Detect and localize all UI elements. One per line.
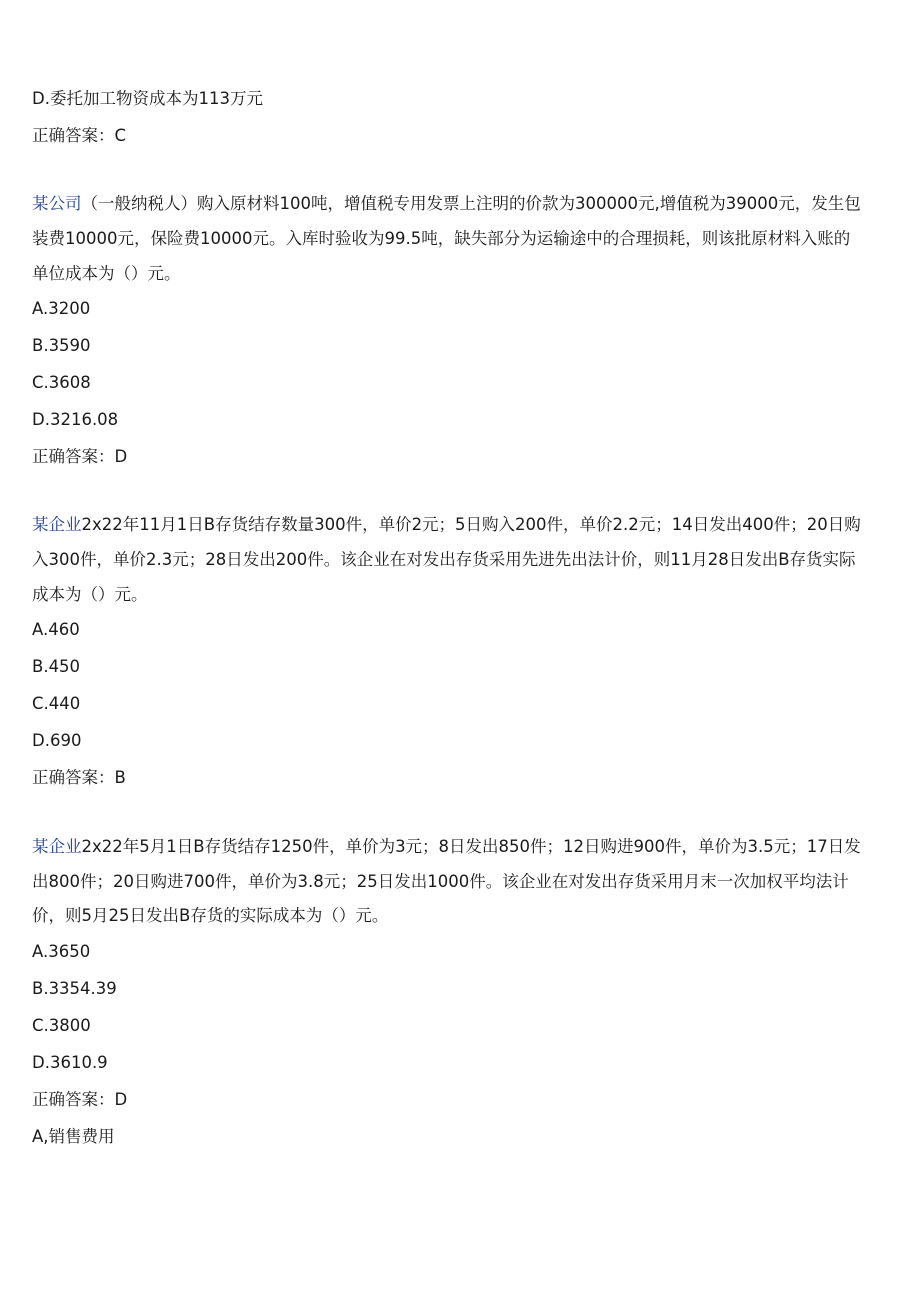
option-d: D.3216.08 <box>32 410 119 429</box>
answer-line: 正确答案：C <box>32 126 127 145</box>
option-d: D.690 <box>32 731 82 750</box>
option-a: A,销售费用 <box>32 1127 115 1146</box>
question-3-text: 2x22年5月1日B存货结存1250件，单价为3元；8日发出850件；12日购进900件，单价为3.5元；17日发 <box>81 837 861 856</box>
option-a: A.460 <box>32 620 80 639</box>
question-2-lead: 某企业 <box>32 515 82 534</box>
question-3-line-2: 出800件；20日购进700件，单价为3.8元；25日发出1000件。该企业在对发出存货采用月末一次加权平均法计 <box>32 872 849 891</box>
question-3-line-1 <box>32 836 888 858</box>
question-1-line-2: 装费10000元，保险费10000元。入库时验收为99.5吨，缺失部分为运输途中的合理损耗，则该批原材料入账的 <box>32 229 851 248</box>
option-c: C.3608 <box>32 373 91 392</box>
option-a: A.3650 <box>32 942 91 961</box>
question-2-line-2: 入300件，单价2.3元；28日发出200件。该企业在对发出存货采用先进先出法计价，则11月28日发出B存货实际 <box>32 550 856 569</box>
question-3-line-3: 价，则5月25日发出B存货的实际成本为（）元。 <box>32 906 389 925</box>
option-c: C.3800 <box>32 1016 91 1035</box>
question-1-line-3: 单位成本为（）元。 <box>32 264 181 283</box>
answer-line: 正确答案：D <box>32 447 128 466</box>
option-b: B.450 <box>32 657 81 676</box>
question-1-line-1 <box>32 193 888 215</box>
option-a: A.3200 <box>32 299 91 318</box>
answer-line: 正确答案：B <box>32 768 126 787</box>
option-d: D.3610.9 <box>32 1053 108 1072</box>
question-1-lead: 某公司 <box>32 194 82 213</box>
question-2-line-1 <box>32 514 888 536</box>
option-c: C.440 <box>32 694 81 713</box>
option-b: B.3354.39 <box>32 979 117 998</box>
question-1-text: （一般纳税人）购入原材料100吨，增值税专用发票上注明的价款为300000元,增值税为39000元，发生包 <box>81 194 861 213</box>
option-b: B.3590 <box>32 336 91 355</box>
question-2-text: 2x22年11月1日B存货结存数量300件，单价2元；5日购入200件，单价2.2元；14日发出400件；20日购 <box>81 515 861 534</box>
question-3-lead: 某企业 <box>32 837 82 856</box>
answer-line: 正确答案：D <box>32 1090 128 1109</box>
question-2-line-3: 成本为（）元。 <box>32 585 148 604</box>
option-d: D.委托加工物资成本为113万元 <box>32 89 263 108</box>
